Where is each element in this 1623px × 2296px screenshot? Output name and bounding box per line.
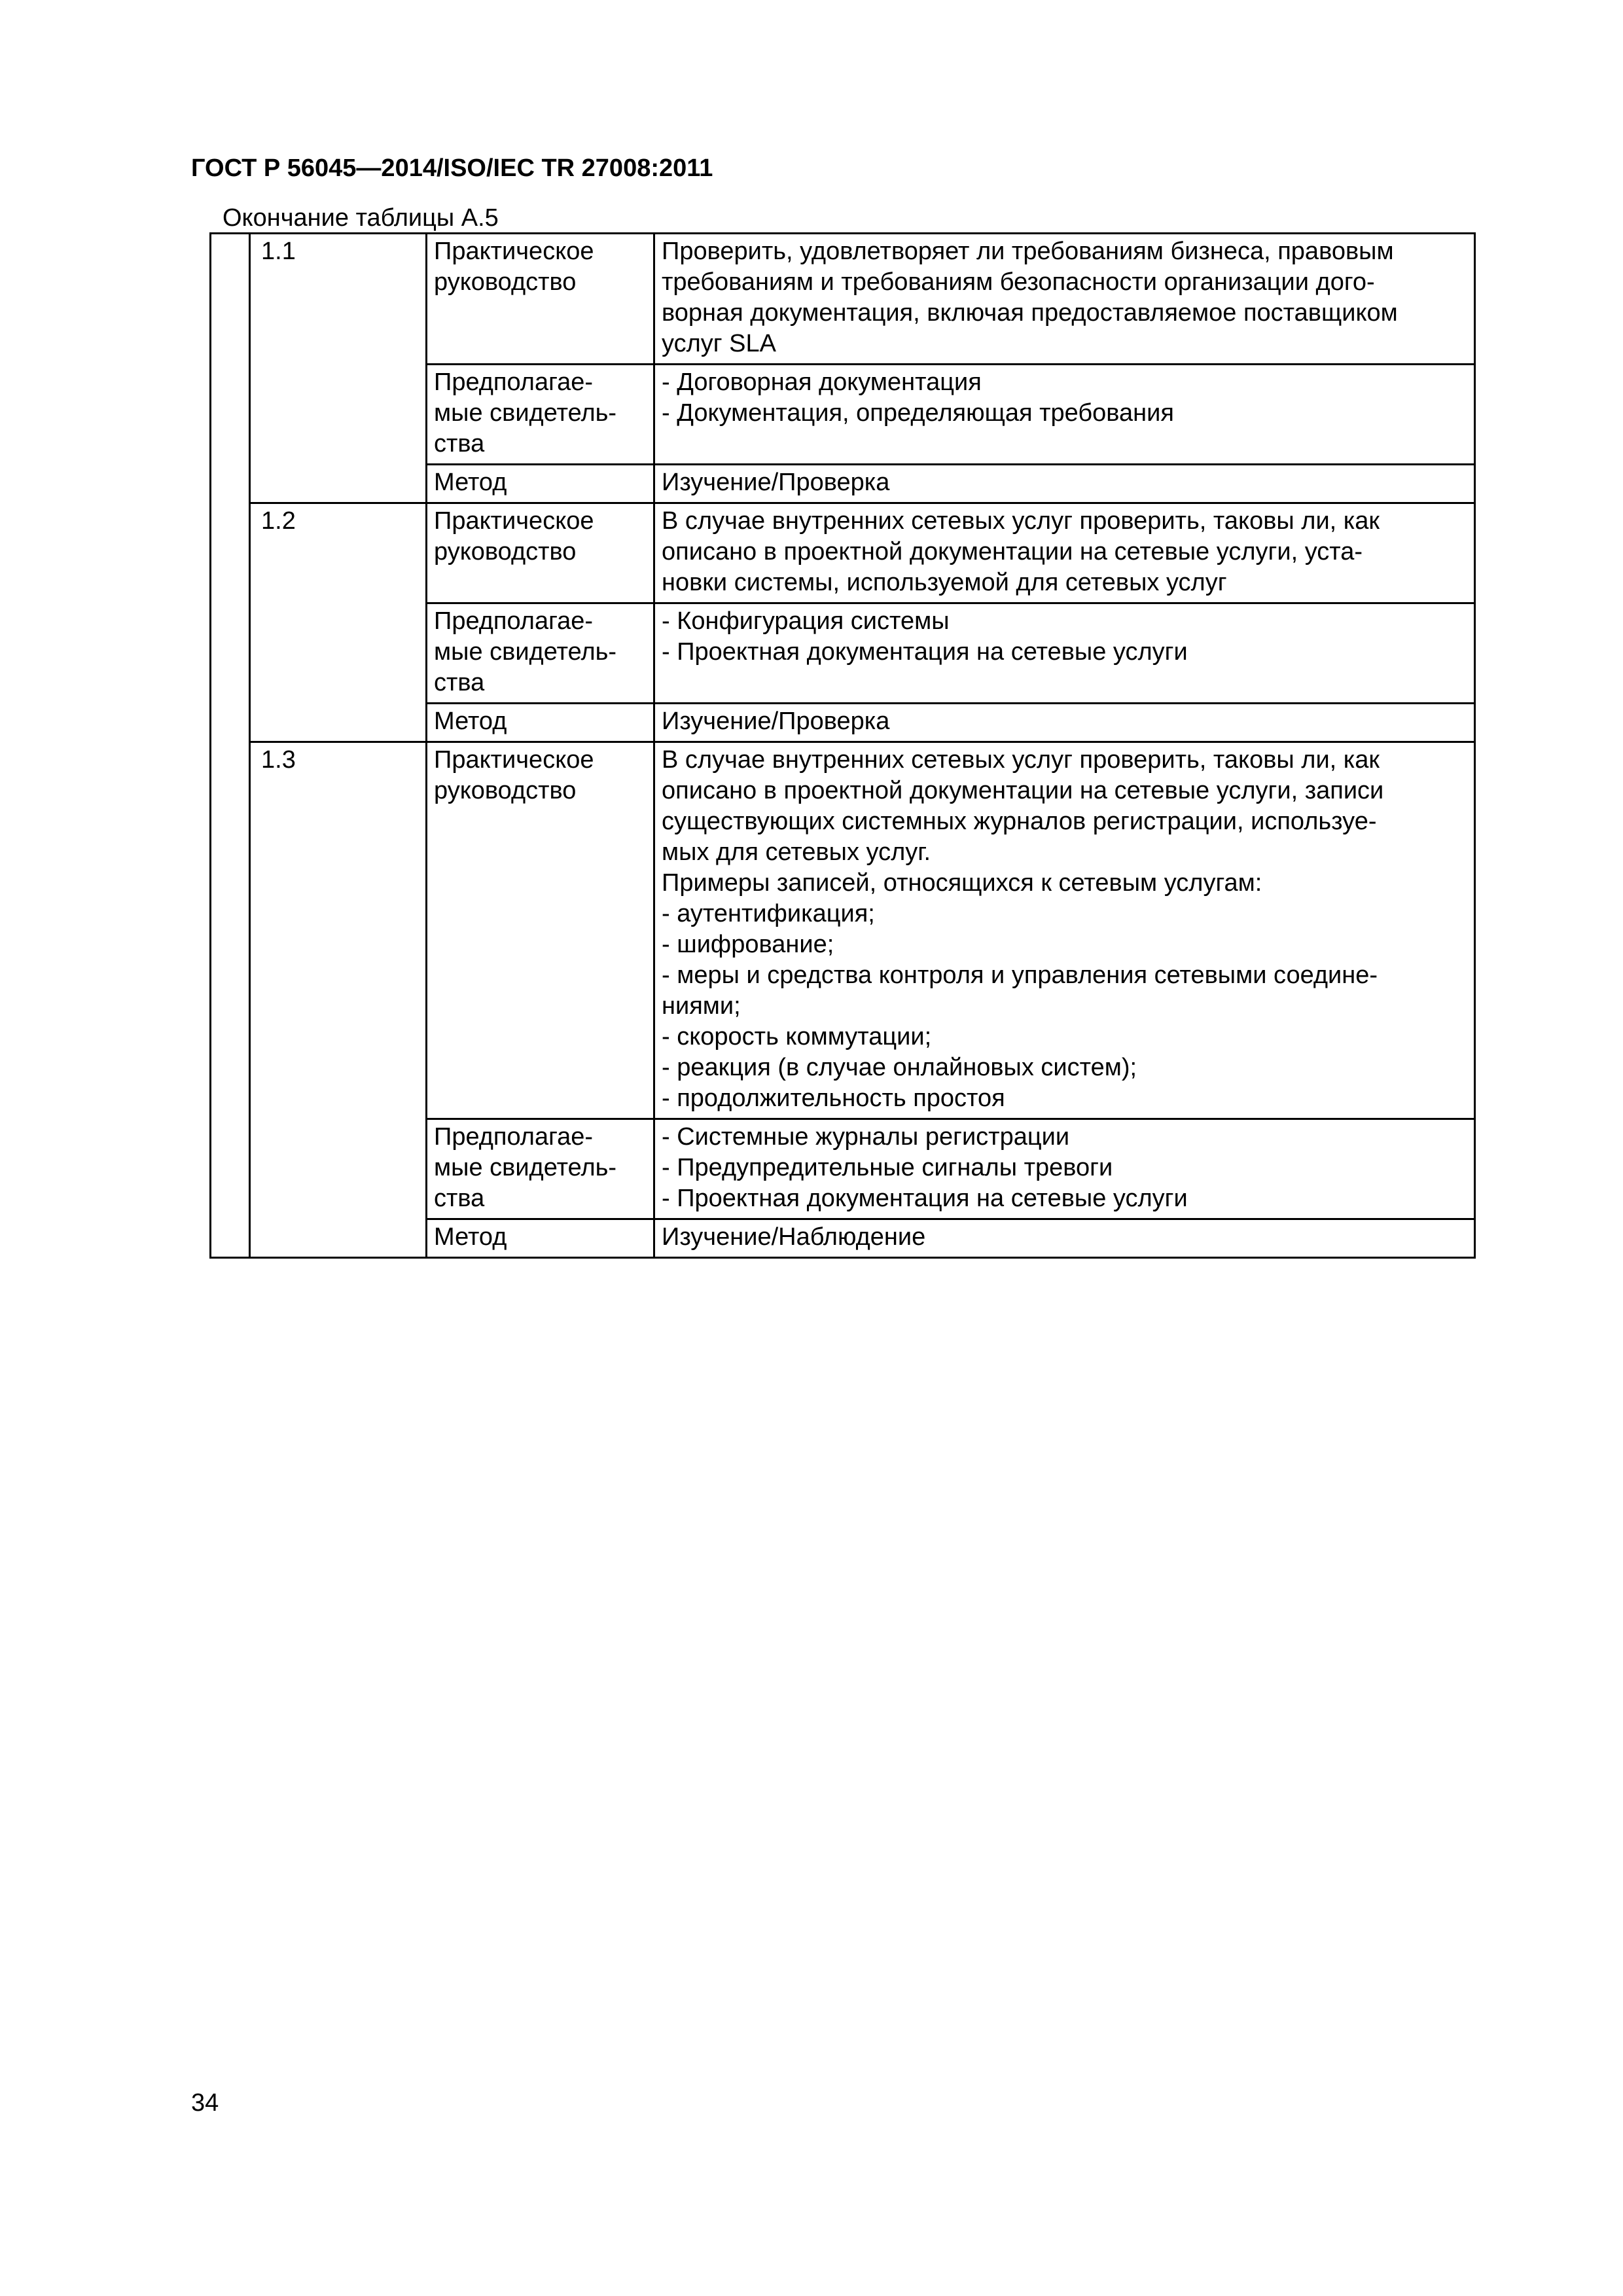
row-content: Проверить, удовлетворяет ли требованиям бизнеса, правовым требованиям и требованиям безопасности организации дого- ворная документация, включая предоставляемое поставщиком услуг SLA	[654, 234, 1475, 365]
row-label: Предполагае- мые свидетель- ства	[427, 603, 654, 704]
row-content: Изучение/Наблюдение	[654, 1219, 1475, 1258]
table-caption: Окончание таблицы А.5	[223, 204, 499, 232]
item-number: 1.3	[250, 742, 427, 1258]
item-number: 1.1	[250, 234, 427, 503]
row-label: Метод	[427, 1219, 654, 1258]
row-label: Предполагае- мые свидетель- ства	[427, 1119, 654, 1219]
row-label: Метод	[427, 465, 654, 503]
row-content: - Конфигурация системы - Проектная документация на сетевые услуги	[654, 603, 1475, 704]
table-row	[211, 234, 1475, 365]
page-number: 34	[191, 2089, 219, 2117]
row-content: В случае внутренних сетевых услуг проверить, таковы ли, как описано в проектной документации на сетевые услуги, уста- новки системы, используемой для сетевых услуг	[654, 503, 1475, 603]
row-label: Практическое руководство	[427, 742, 654, 1119]
row-content: Изучение/Проверка	[654, 704, 1475, 742]
row-content: В случае внутренних сетевых услуг проверить, таковы ли, как описано в проектной документации на сетевые услуги, записи существующих системных журналов регистрации, используе- мых для сетевых услуг. Примеры записей, относящихся к сетевым услугам: - аутентификация; - шифрование; - меры и средства контроля и управления сетевыми соедине- ниями; - скорость коммутации; - реакция (в случае онлайновых систем); - продолжительность простоя	[654, 742, 1475, 1119]
row-label: Практическое руководство	[427, 234, 654, 365]
row-content: - Системные журналы регистрации - Предупредительные сигналы тревоги - Проектная документация на сетевые услуги	[654, 1119, 1475, 1219]
item-number: 1.2	[250, 503, 427, 742]
table-row	[211, 742, 1475, 1119]
requirements-table	[209, 232, 1476, 1259]
row-label: Практическое руководство	[427, 503, 654, 603]
row-label: Предполагае- мые свидетель- ства	[427, 365, 654, 465]
left-margin-cell	[211, 234, 250, 1258]
row-label: Метод	[427, 704, 654, 742]
row-content: - Договорная документация - Документация, определяющая требования	[654, 365, 1475, 465]
row-content: Изучение/Проверка	[654, 465, 1475, 503]
table-row	[211, 503, 1475, 603]
document-header: ГОСТ Р 56045—2014/ISO/IEC TR 27008:2011	[191, 154, 713, 182]
